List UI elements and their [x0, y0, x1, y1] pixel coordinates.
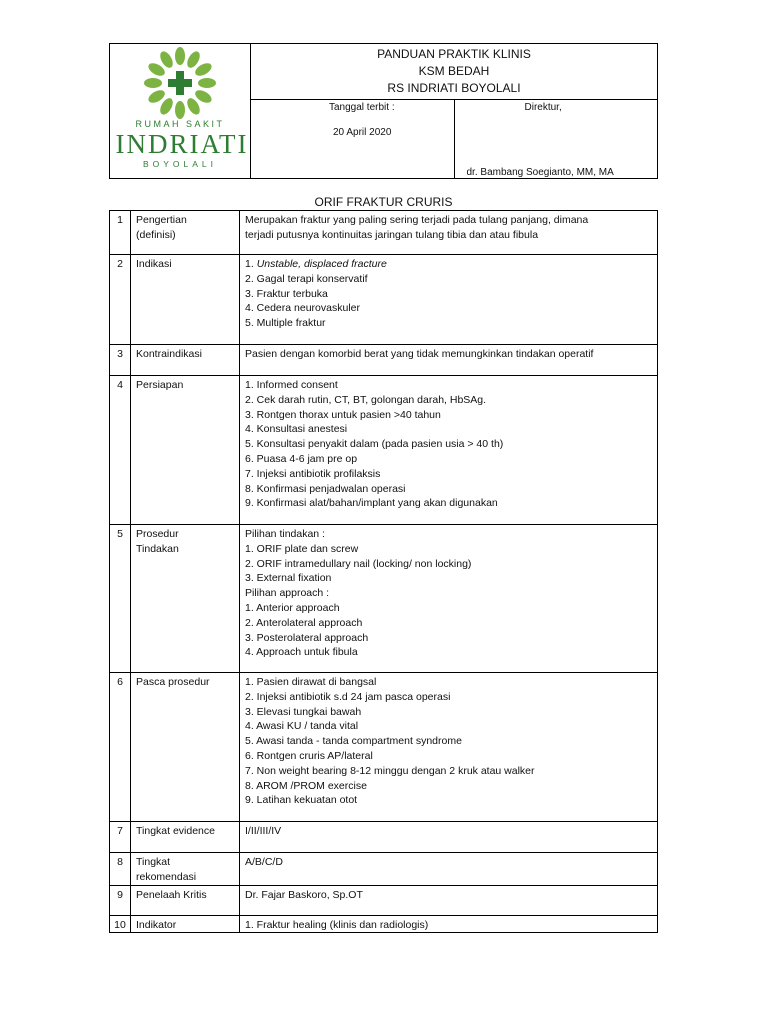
content-line: 3. Rontgen thorax untuk pasien >40 tahun: [245, 408, 441, 421]
content-line: 7. Injeksi antibiotik profilaksis: [245, 467, 381, 480]
content-italic: Unstable, displaced fracture: [256, 258, 387, 270]
hospital-logo: [110, 44, 251, 179]
content-line: 1. Fraktur healing (klinis dan radiologis): [245, 918, 429, 931]
row-label-line: Indikator: [136, 918, 177, 931]
row-label-line: Tingkat evidence: [136, 825, 215, 837]
content-line: 8. Konfirmasi penjadwalan operasi: [245, 482, 406, 495]
header-title-line: RS INDRIATI BOYOLALI: [387, 81, 521, 95]
row-label-line: Kontraindikasi: [136, 348, 202, 360]
table-row: [110, 376, 658, 525]
row-label-line: Pengertian: [136, 214, 187, 226]
content-line: 2. ORIF intramedullary nail (locking/ non locking): [245, 557, 472, 570]
table-row: [110, 822, 658, 853]
row-label-line: (definisi): [136, 228, 176, 241]
content-line: I/II/III/IV: [245, 825, 282, 837]
table-row: [110, 673, 658, 822]
row-label-line: Indikasi: [136, 258, 172, 270]
row-label: [131, 255, 240, 345]
row-number: 10: [110, 915, 131, 933]
table-row: [110, 885, 658, 915]
row-label-line: Penelaah Kritis: [136, 888, 207, 901]
content-line: 4. Cedera neurovaskuler: [245, 302, 360, 315]
content-line: 6. Puasa 4-6 jam pre op: [245, 452, 358, 465]
row-number: 9: [110, 885, 131, 915]
content-line: Pasien dengan komorbid berat yang tidak memungkinkan tindakan operatif: [245, 348, 594, 360]
table-row: [110, 255, 658, 345]
row-content: [240, 915, 658, 933]
row-label: [131, 211, 240, 255]
header-title-line: PANDUAN PRAKTIK KLINIS: [377, 47, 531, 61]
row-label: [131, 915, 240, 933]
row-label: [131, 525, 240, 673]
content-line: 8. AROM /PROM exercise: [245, 779, 367, 792]
content-line: 2. Injeksi antibiotik s.d 24 jam pasca operasi: [245, 690, 451, 703]
row-label: [131, 885, 240, 915]
document-title: ORIF FRAKTUR CRURIS: [314, 195, 453, 209]
publish-date-value: 20 April 2020: [333, 127, 392, 138]
content-line: 5. Multiple fraktur: [245, 317, 326, 330]
table-row: [110, 525, 658, 673]
content-line: terjadi putusnya kontinuitas jaringan tulang tibia dan atau fibula: [245, 228, 539, 241]
row-number: 1: [110, 211, 131, 255]
table-row: [110, 211, 658, 255]
row-label: [131, 822, 240, 853]
row-label: [131, 376, 240, 525]
row-content: [240, 525, 658, 673]
row-label-line: Tindakan: [136, 542, 179, 555]
content-line: 2. Gagal terapi konservatif: [245, 272, 368, 285]
logo-top-text: RUMAH SAKIT: [135, 118, 225, 129]
row-content: [240, 822, 658, 853]
header-title-line: KSM BEDAH: [418, 64, 490, 78]
content-line: Merupakan fraktur yang paling sering terjadi pada tulang panjang, dimana: [245, 214, 589, 226]
content-line: [245, 257, 652, 272]
content-line: 1. Pasien dirawat di bangsal: [245, 676, 377, 688]
publish-date-cell: [251, 100, 455, 179]
row-content: [240, 255, 658, 345]
content-line: Pilihan approach :: [245, 587, 330, 600]
logo-city-text: BOYOLALI: [142, 158, 218, 169]
content-line: 4. Awasi KU / tanda vital: [245, 720, 359, 733]
content-line: 1. ORIF plate dan screw: [245, 542, 359, 555]
content-line: 4. Approach untuk fibula: [245, 646, 358, 659]
content-prefix: 1.: [245, 258, 257, 270]
director-name: dr. Bambang Soegianto, MM, MA: [466, 167, 614, 178]
row-number: 8: [110, 853, 131, 886]
content-line: 3. Elevasi tungkai bawah: [245, 705, 362, 718]
logo-name-text: INDRIATI: [115, 128, 249, 159]
content-line: 4. Konsultasi anestesi: [245, 423, 348, 436]
header-title: [251, 44, 658, 100]
row-content: [240, 376, 658, 525]
row-label: [131, 673, 240, 822]
row-label-line: Prosedur: [136, 528, 179, 540]
row-content: [240, 345, 658, 376]
content-line: Dr. Fajar Baskoro, Sp.OT: [245, 888, 363, 901]
director-cell: [454, 100, 658, 179]
row-number: 3: [110, 345, 131, 376]
table-row: [110, 915, 658, 933]
director-label: Direktur,: [524, 102, 562, 113]
row-number: 4: [110, 376, 131, 525]
document-header: [109, 43, 658, 179]
row-content: [240, 211, 658, 255]
content-line: 2. Cek darah rutin, CT, BT, golongan darah, HbSAg.: [245, 393, 487, 406]
content-line: 5. Konsultasi penyakit dalam (pada pasien usia > 40 th): [245, 438, 504, 451]
row-content: [240, 673, 658, 822]
publish-date-label: Tanggal terbit :: [329, 102, 395, 113]
leaf-cross-logo-icon: [110, 45, 250, 175]
row-label: [131, 345, 240, 376]
row-label-line: Persiapan: [136, 379, 184, 391]
row-number: 5: [110, 525, 131, 673]
row-label-line: rekomendasi: [136, 870, 197, 883]
content-line: 9. Konfirmasi alat/bahan/implant yang akan digunakan: [245, 497, 498, 510]
content-line: 1. Anterior approach: [245, 601, 340, 614]
row-number: 2: [110, 255, 131, 345]
content-line: 3. Fraktur terbuka: [245, 287, 328, 300]
content-line: 3. External fixation: [245, 572, 332, 585]
content-line: 7. Non weight bearing 8-12 minggu dengan 2 kruk atau walker: [245, 764, 535, 777]
row-content: [240, 885, 658, 915]
procedure-table: [109, 210, 658, 933]
row-label-line: Tingkat: [136, 856, 171, 868]
content-line: 9. Latihan kekuatan otot: [245, 794, 358, 807]
content-line: 5. Awasi tanda - tanda compartment syndrome: [245, 735, 462, 748]
row-label: [131, 853, 240, 886]
table-row: [110, 853, 658, 886]
content-line: 1. Informed consent: [245, 379, 338, 391]
row-number: 6: [110, 673, 131, 822]
table-row: [110, 345, 658, 376]
content-line: 2. Anterolateral approach: [245, 616, 363, 629]
row-label-line: Pasca prosedur: [136, 676, 210, 688]
row-content: [240, 853, 658, 886]
content-line: 3. Posterolateral approach: [245, 631, 369, 644]
row-number: 7: [110, 822, 131, 853]
content-line: Pilihan tindakan :: [245, 528, 325, 540]
content-line: 6. Rontgen cruris AP/lateral: [245, 749, 373, 762]
content-line: A/B/C/D: [245, 856, 283, 868]
